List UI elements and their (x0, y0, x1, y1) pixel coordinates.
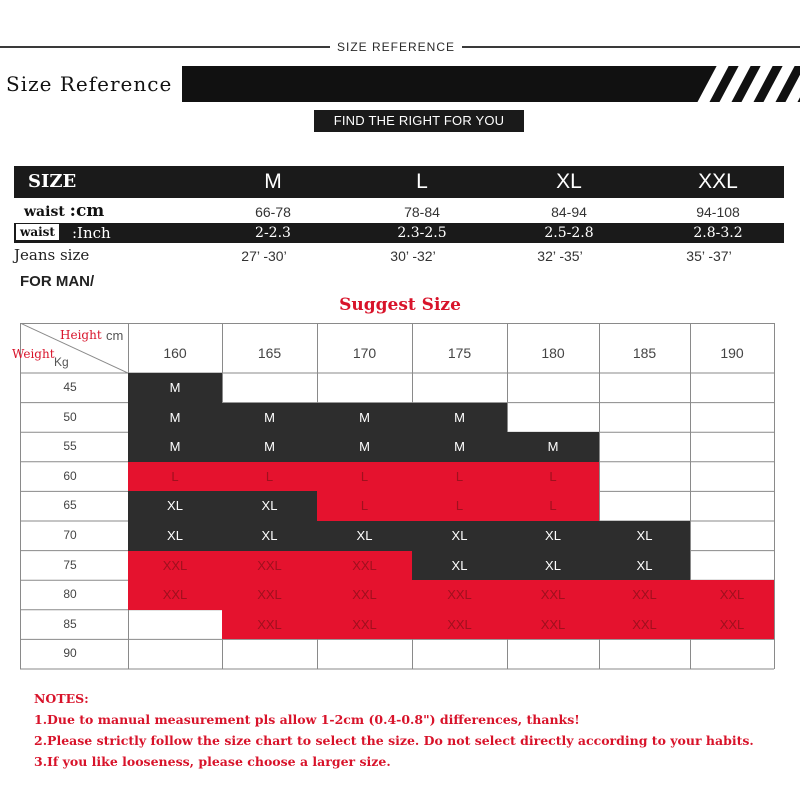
weight-label: 60 (63, 468, 77, 483)
size-cell: M (317, 403, 412, 433)
waist-cm-xl: 84-94 (551, 204, 587, 220)
size-cell: M (128, 373, 222, 403)
size-cell: L (222, 462, 317, 492)
size-cell: M (412, 432, 507, 462)
notes (34, 688, 794, 772)
cm-unit: :cm (69, 201, 105, 221)
size-cell: L (412, 462, 507, 492)
note-1: 1.Due to manual measurement pls allow 1-2cm (0.4-0.8") differences, thanks! (34, 712, 580, 727)
suggest-size-grid (12, 323, 774, 669)
size-cell: XL (128, 491, 222, 521)
height-header: 185 (632, 345, 657, 361)
size-cell: M (222, 403, 317, 433)
size-cell: XXL (317, 580, 412, 610)
waist-inch-xxl: 2.8-3.2 (693, 225, 743, 241)
size-l: L (416, 170, 428, 193)
size-cell: XL (222, 491, 317, 521)
size-cell: XXL (222, 551, 317, 581)
size-cell: M (128, 432, 222, 462)
size-cell: XXL (412, 580, 507, 610)
note-3: 3.If you like looseness, please choose a larger size. (34, 754, 391, 769)
size-cell: XL (599, 551, 690, 581)
jeans-size-label: Jeans size (14, 246, 90, 264)
size-cell: L (412, 491, 507, 521)
size-cell: XL (222, 521, 317, 551)
size-cell: L (507, 491, 599, 521)
size-cell: XXL (507, 610, 599, 640)
size-cell: L (317, 491, 412, 521)
size-cell: M (222, 432, 317, 462)
size-cell: M (128, 403, 222, 433)
waist-label: waist (24, 204, 65, 220)
size-cell: XXL (690, 580, 774, 610)
jeans-m: 27’ -30’ (241, 248, 287, 264)
jeans-l: 30’ -32’ (390, 248, 436, 264)
notes-title: NOTES: (34, 691, 89, 706)
size-cell: XXL (507, 580, 599, 610)
weight-label: 90 (63, 646, 77, 661)
size-cell: M (412, 403, 507, 433)
height-header: 190 (720, 345, 744, 361)
size-cell: XXL (599, 610, 690, 640)
size-cell: XL (412, 551, 507, 581)
height-header: 165 (257, 345, 282, 361)
height-header: 180 (541, 345, 565, 361)
corner-weight-unit: Kg (54, 355, 69, 369)
tagline: FIND THE RIGHT FOR YOU (314, 110, 524, 132)
size-reference-banner (0, 66, 800, 102)
size-header-bar (14, 166, 784, 198)
height-header: 160 (163, 345, 187, 361)
waist-inch-bar (14, 223, 784, 243)
section-heading: SIZE REFERENCE (333, 38, 459, 56)
corner-height-unit: cm (106, 328, 124, 343)
corner-weight-label: Weight (12, 347, 55, 361)
jeans-xxl: 35’ -37’ (686, 248, 732, 264)
size-cell: XL (507, 521, 599, 551)
waist-cm-l: 78-84 (404, 204, 440, 220)
waist-inch-m: 2-2.3 (255, 225, 291, 241)
waist-inch-label: waist (16, 224, 59, 240)
size-cell: XXL (599, 580, 690, 610)
waist-cm-m: 66-78 (255, 204, 291, 220)
size-m: M (264, 170, 282, 193)
waist-cm-xxl: 94-108 (696, 204, 740, 220)
heading-rule-left (0, 46, 330, 48)
size-xxl: XXL (698, 170, 738, 193)
size-cell: XXL (317, 551, 412, 581)
size-cell: XXL (222, 610, 317, 640)
size-xl: XL (556, 170, 582, 193)
note-2: 2.Please strictly follow the size chart to select the size. Do not select directly according to your habits. (34, 733, 754, 748)
weight-label: 65 (63, 498, 77, 513)
weight-label: 75 (63, 557, 77, 572)
size-cell: L (317, 462, 412, 492)
weight-label: 50 (63, 409, 77, 424)
size-cell: XL (507, 551, 599, 581)
banner-title-box (0, 66, 182, 102)
size-cell: XXL (222, 580, 317, 610)
inch-unit: :Inch (72, 224, 111, 242)
banner-title: Size Reference (6, 72, 173, 96)
weight-label: 80 (63, 587, 77, 602)
jeans-xl: 32’ -35’ (537, 248, 583, 264)
size-cell: XL (317, 521, 412, 551)
size-label: SIZE (28, 171, 77, 192)
weight-label: 70 (63, 528, 77, 542)
height-header: 170 (352, 345, 377, 361)
waist-inch-xl: 2.5-2.8 (544, 225, 594, 241)
for-man-label: FOR MAN/ (20, 273, 95, 290)
size-cell: XL (599, 521, 690, 551)
size-cell: XXL (412, 610, 507, 640)
heading-rule-right (462, 46, 800, 48)
size-cell: M (317, 432, 412, 462)
size-cell: XXL (128, 580, 222, 610)
height-header: 175 (447, 345, 472, 361)
size-cell: XL (128, 521, 222, 551)
size-cell: L (128, 462, 222, 492)
size-cell: M (507, 432, 599, 462)
suggest-size-title: Suggest Size (339, 295, 461, 315)
waist-cm-label (24, 201, 104, 221)
weight-label: 55 (63, 439, 77, 454)
size-cell: XXL (317, 610, 412, 640)
corner-height-label: Height (60, 328, 102, 342)
weight-label: 85 (63, 616, 77, 631)
weight-label: 45 (63, 380, 77, 394)
size-cell: XXL (690, 610, 774, 640)
size-cell: L (507, 462, 599, 492)
size-cell: XL (412, 521, 507, 551)
waist-inch-l: 2.3-2.5 (397, 225, 447, 241)
size-cell: XXL (128, 551, 222, 581)
